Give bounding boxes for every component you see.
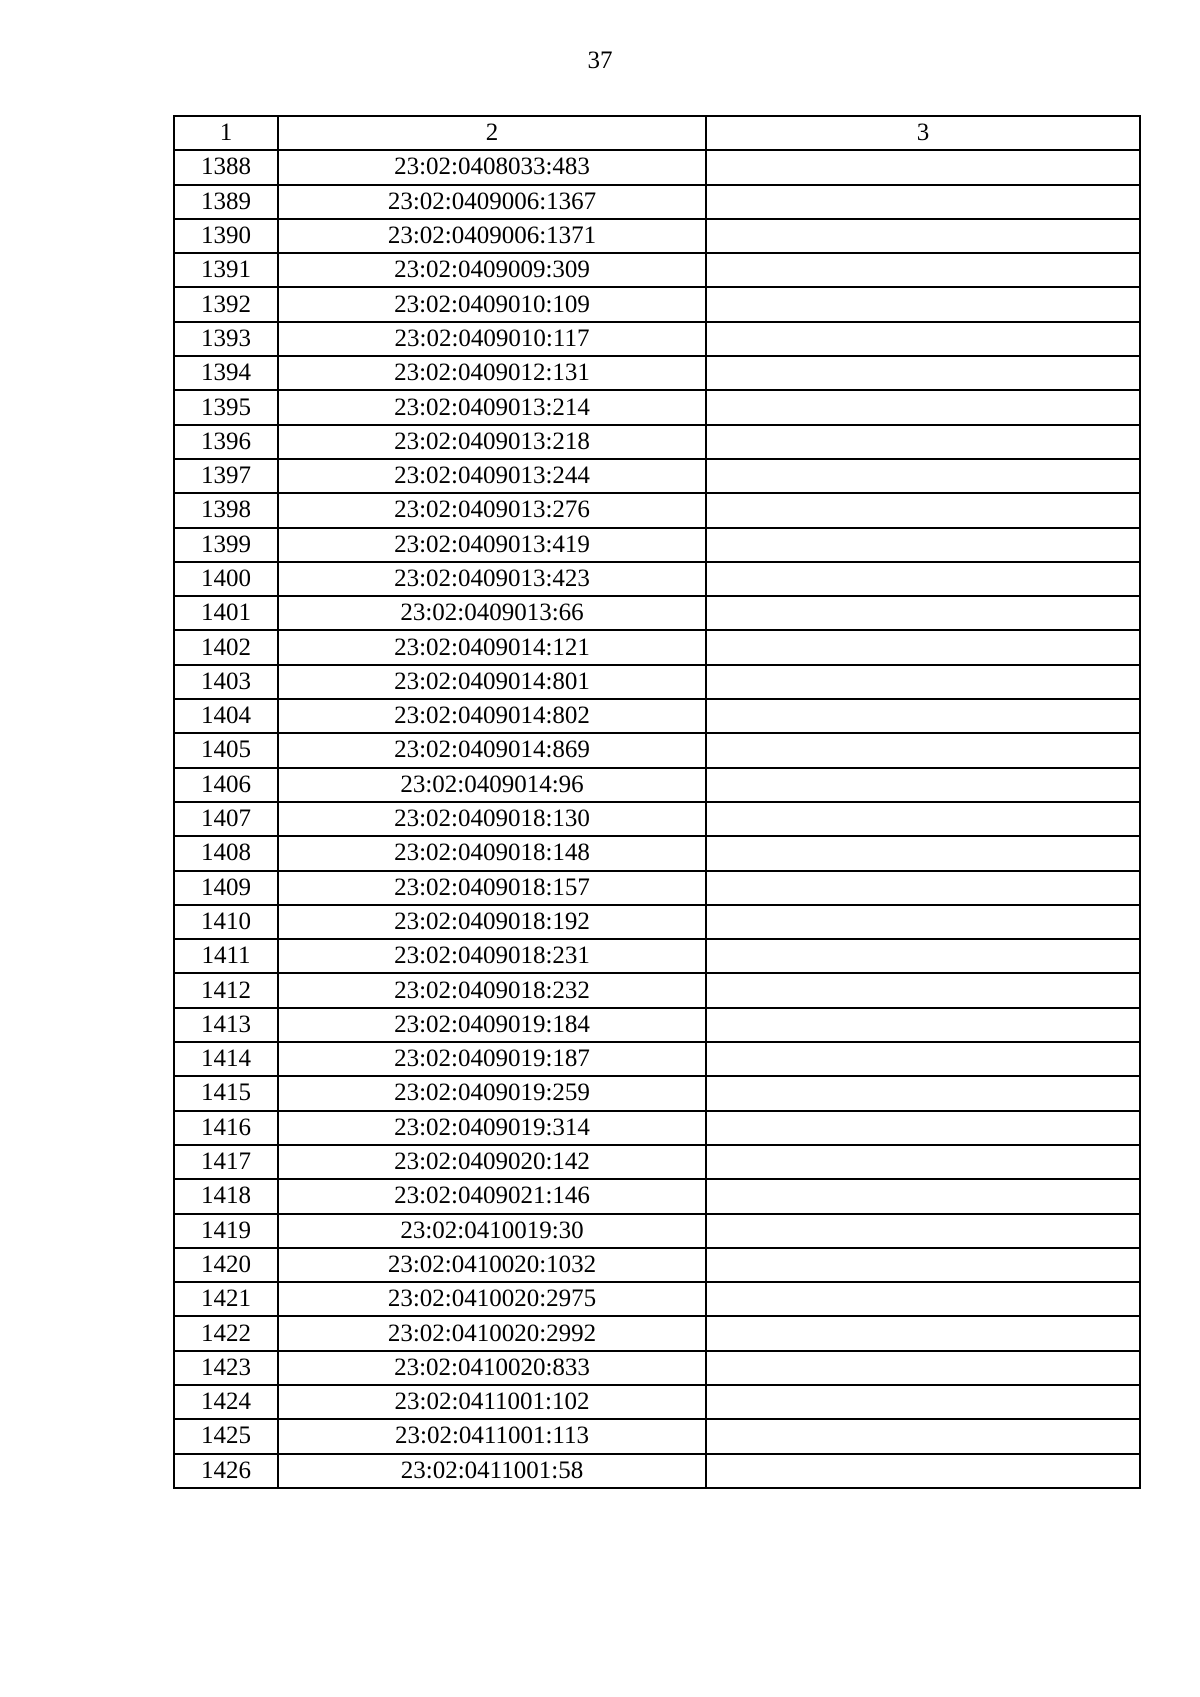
note-cell xyxy=(706,939,1140,973)
cadastral-number-cell: 23:02:0409018:192 xyxy=(278,905,706,939)
table-row xyxy=(174,356,1140,390)
cadastral-number-cell: 23:02:0409019:187 xyxy=(278,1042,706,1076)
row-number-cell: 1390 xyxy=(174,219,278,253)
row-number-cell: 1388 xyxy=(174,150,278,184)
column-header-1: 1 xyxy=(174,116,278,150)
note-cell xyxy=(706,802,1140,836)
table-row xyxy=(174,905,1140,939)
table-row xyxy=(174,1419,1140,1453)
note-cell xyxy=(706,1214,1140,1248)
row-number-cell: 1392 xyxy=(174,287,278,321)
cadastral-number-cell: 23:02:0409013:276 xyxy=(278,493,706,527)
note-cell xyxy=(706,1179,1140,1213)
table-row xyxy=(174,459,1140,493)
table-row xyxy=(174,528,1140,562)
row-number-cell: 1394 xyxy=(174,356,278,390)
note-cell xyxy=(706,1351,1140,1385)
table-body xyxy=(174,150,1140,1488)
row-number-cell: 1422 xyxy=(174,1316,278,1350)
cadastral-number-cell: 23:02:0408033:483 xyxy=(278,150,706,184)
note-cell xyxy=(706,630,1140,664)
note-cell xyxy=(706,1419,1140,1453)
cadastral-table xyxy=(173,115,1141,1489)
table-row xyxy=(174,322,1140,356)
note-cell xyxy=(706,219,1140,253)
row-number-cell: 1425 xyxy=(174,1419,278,1453)
note-cell xyxy=(706,1111,1140,1145)
table-row xyxy=(174,493,1140,527)
note-cell xyxy=(706,1248,1140,1282)
row-number-cell: 1418 xyxy=(174,1179,278,1213)
row-number-cell: 1399 xyxy=(174,528,278,562)
cadastral-number-cell: 23:02:0409013:66 xyxy=(278,596,706,630)
row-number-cell: 1407 xyxy=(174,802,278,836)
table-row xyxy=(174,1042,1140,1076)
cadastral-number-cell: 23:02:0409019:259 xyxy=(278,1076,706,1110)
row-number-cell: 1415 xyxy=(174,1076,278,1110)
row-number-cell: 1408 xyxy=(174,836,278,870)
row-number-cell: 1398 xyxy=(174,493,278,527)
row-number-cell: 1400 xyxy=(174,562,278,596)
cadastral-number-cell: 23:02:0410020:2992 xyxy=(278,1316,706,1350)
table-row xyxy=(174,287,1140,321)
note-cell xyxy=(706,562,1140,596)
note-cell xyxy=(706,1316,1140,1350)
row-number-cell: 1409 xyxy=(174,871,278,905)
table-row xyxy=(174,185,1140,219)
row-number-cell: 1397 xyxy=(174,459,278,493)
table-header-row xyxy=(174,116,1140,150)
cadastral-number-cell: 23:02:0409014:96 xyxy=(278,768,706,802)
row-number-cell: 1423 xyxy=(174,1351,278,1385)
cadastral-number-cell: 23:02:0410019:30 xyxy=(278,1214,706,1248)
table-row xyxy=(174,768,1140,802)
note-cell xyxy=(706,1076,1140,1110)
row-number-cell: 1404 xyxy=(174,699,278,733)
cadastral-number-cell: 23:02:0409013:244 xyxy=(278,459,706,493)
table-row xyxy=(174,562,1140,596)
row-number-cell: 1416 xyxy=(174,1111,278,1145)
note-cell xyxy=(706,1008,1140,1042)
cadastral-number-cell: 23:02:0409013:218 xyxy=(278,425,706,459)
row-number-cell: 1402 xyxy=(174,630,278,664)
row-number-cell: 1411 xyxy=(174,939,278,973)
table-row xyxy=(174,1351,1140,1385)
table-row xyxy=(174,871,1140,905)
table-row xyxy=(174,699,1140,733)
note-cell xyxy=(706,1282,1140,1316)
note-cell xyxy=(706,905,1140,939)
table-row xyxy=(174,836,1140,870)
cadastral-number-cell: 23:02:0411001:113 xyxy=(278,1419,706,1453)
row-number-cell: 1389 xyxy=(174,185,278,219)
row-number-cell: 1401 xyxy=(174,596,278,630)
row-number-cell: 1421 xyxy=(174,1282,278,1316)
cadastral-number-cell: 23:02:0409006:1367 xyxy=(278,185,706,219)
cadastral-number-cell: 23:02:0411001:102 xyxy=(278,1385,706,1419)
cadastral-number-cell: 23:02:0409020:142 xyxy=(278,1145,706,1179)
note-cell xyxy=(706,459,1140,493)
note-cell xyxy=(706,699,1140,733)
cadastral-number-cell: 23:02:0409010:109 xyxy=(278,287,706,321)
row-number-cell: 1406 xyxy=(174,768,278,802)
table-row xyxy=(174,973,1140,1007)
cadastral-number-cell: 23:02:0410020:833 xyxy=(278,1351,706,1385)
cadastral-number-cell: 23:02:0410020:1032 xyxy=(278,1248,706,1282)
row-number-cell: 1405 xyxy=(174,733,278,767)
cadastral-number-cell: 23:02:0409021:146 xyxy=(278,1179,706,1213)
note-cell xyxy=(706,871,1140,905)
note-cell xyxy=(706,768,1140,802)
table-row xyxy=(174,802,1140,836)
note-cell xyxy=(706,528,1140,562)
cadastral-number-cell: 23:02:0409012:131 xyxy=(278,356,706,390)
cadastral-number-cell: 23:02:0409019:184 xyxy=(278,1008,706,1042)
note-cell xyxy=(706,390,1140,424)
note-cell xyxy=(706,356,1140,390)
table-row xyxy=(174,939,1140,973)
note-cell xyxy=(706,253,1140,287)
cadastral-number-cell: 23:02:0409014:801 xyxy=(278,665,706,699)
column-header-3: 3 xyxy=(706,116,1140,150)
row-number-cell: 1412 xyxy=(174,973,278,1007)
cadastral-number-cell: 23:02:0409009:309 xyxy=(278,253,706,287)
row-number-cell: 1413 xyxy=(174,1008,278,1042)
note-cell xyxy=(706,973,1140,1007)
table-row xyxy=(174,1316,1140,1350)
table-row xyxy=(174,630,1140,664)
note-cell xyxy=(706,665,1140,699)
row-number-cell: 1395 xyxy=(174,390,278,424)
table-row xyxy=(174,596,1140,630)
row-number-cell: 1419 xyxy=(174,1214,278,1248)
cadastral-number-cell: 23:02:0409010:117 xyxy=(278,322,706,356)
cadastral-number-cell: 23:02:0409014:869 xyxy=(278,733,706,767)
note-cell xyxy=(706,733,1140,767)
note-cell xyxy=(706,493,1140,527)
note-cell xyxy=(706,425,1140,459)
table-row xyxy=(174,425,1140,459)
table-row xyxy=(174,253,1140,287)
row-number-cell: 1410 xyxy=(174,905,278,939)
row-number-cell: 1426 xyxy=(174,1454,278,1488)
cadastral-number-cell: 23:02:0409013:214 xyxy=(278,390,706,424)
note-cell xyxy=(706,596,1140,630)
table-row xyxy=(174,1282,1140,1316)
row-number-cell: 1424 xyxy=(174,1385,278,1419)
note-cell xyxy=(706,1042,1140,1076)
note-cell xyxy=(706,150,1140,184)
cadastral-number-cell: 23:02:0409018:130 xyxy=(278,802,706,836)
table-row xyxy=(174,1008,1140,1042)
note-cell xyxy=(706,287,1140,321)
note-cell xyxy=(706,1454,1140,1488)
table-row xyxy=(174,733,1140,767)
cadastral-number-cell: 23:02:0409013:419 xyxy=(278,528,706,562)
note-cell xyxy=(706,836,1140,870)
table-row xyxy=(174,150,1140,184)
note-cell xyxy=(706,1145,1140,1179)
row-number-cell: 1417 xyxy=(174,1145,278,1179)
cadastral-number-cell: 23:02:0409014:121 xyxy=(278,630,706,664)
row-number-cell: 1403 xyxy=(174,665,278,699)
table-row xyxy=(174,390,1140,424)
table-row xyxy=(174,219,1140,253)
cadastral-number-cell: 23:02:0409018:231 xyxy=(278,939,706,973)
table-row xyxy=(174,1454,1140,1488)
row-number-cell: 1420 xyxy=(174,1248,278,1282)
table-row xyxy=(174,1179,1140,1213)
column-header-2: 2 xyxy=(278,116,706,150)
cadastral-number-cell: 23:02:0409018:232 xyxy=(278,973,706,1007)
table-row xyxy=(174,1385,1140,1419)
table-row xyxy=(174,1145,1140,1179)
table-row xyxy=(174,1214,1140,1248)
cadastral-number-cell: 23:02:0409013:423 xyxy=(278,562,706,596)
table-row xyxy=(174,1248,1140,1282)
note-cell xyxy=(706,1385,1140,1419)
note-cell xyxy=(706,322,1140,356)
row-number-cell: 1414 xyxy=(174,1042,278,1076)
row-number-cell: 1393 xyxy=(174,322,278,356)
row-number-cell: 1391 xyxy=(174,253,278,287)
cadastral-number-cell: 23:02:0409018:148 xyxy=(278,836,706,870)
table-row xyxy=(174,1076,1140,1110)
cadastral-number-cell: 23:02:0409019:314 xyxy=(278,1111,706,1145)
cadastral-number-cell: 23:02:0409018:157 xyxy=(278,871,706,905)
cadastral-number-cell: 23:02:0411001:58 xyxy=(278,1454,706,1488)
row-number-cell: 1396 xyxy=(174,425,278,459)
cadastral-number-cell: 23:02:0409014:802 xyxy=(278,699,706,733)
table-row xyxy=(174,1111,1140,1145)
cadastral-number-cell: 23:02:0410020:2975 xyxy=(278,1282,706,1316)
table-row xyxy=(174,665,1140,699)
cadastral-number-cell: 23:02:0409006:1371 xyxy=(278,219,706,253)
page-number: 37 xyxy=(587,47,613,74)
note-cell xyxy=(706,185,1140,219)
